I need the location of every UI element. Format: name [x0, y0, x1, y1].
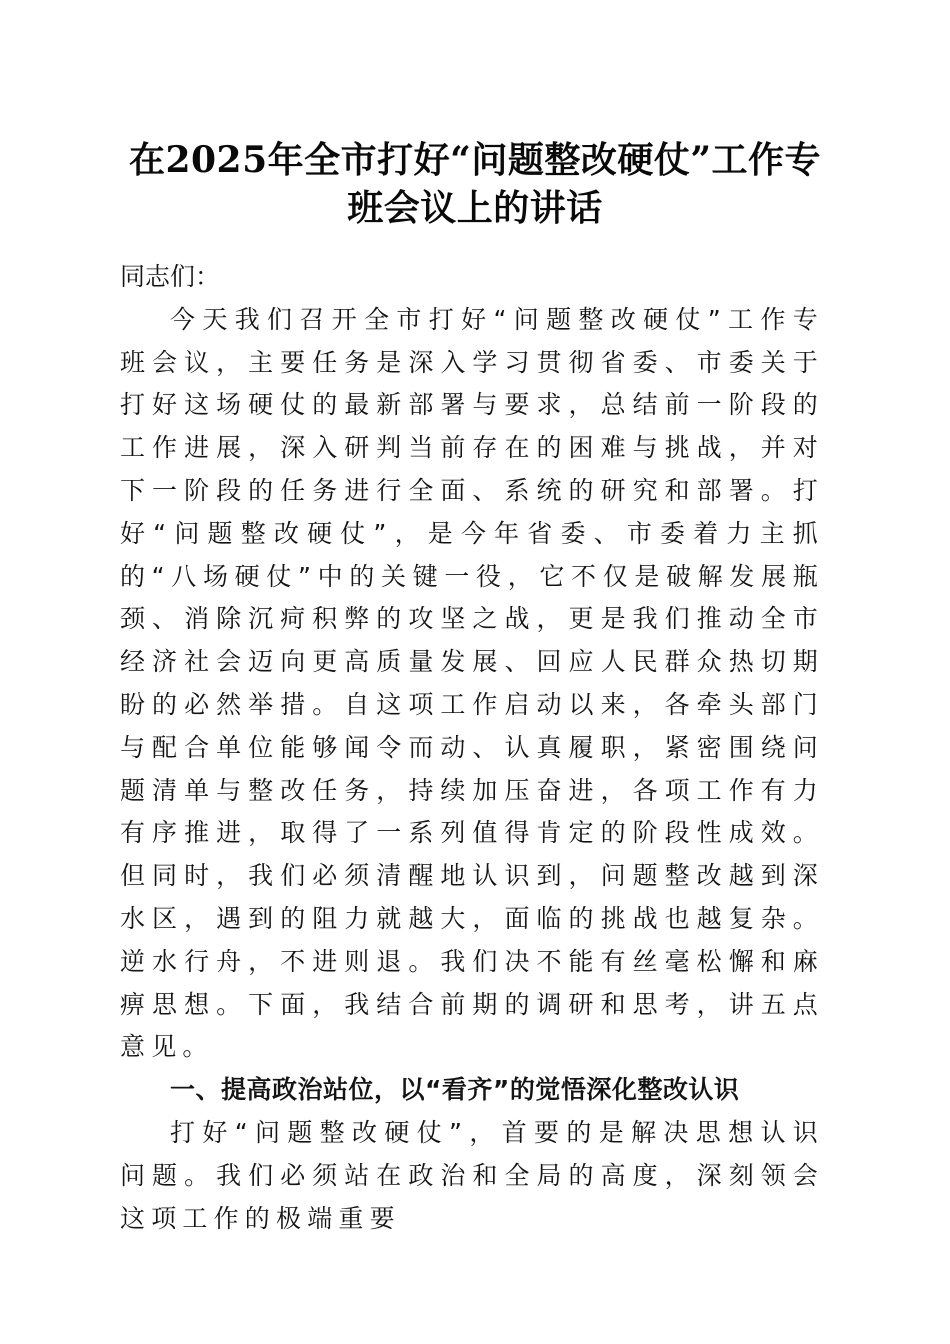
salutation: 同志们：: [120, 262, 221, 291]
paragraph-section-1: 打好“问题整改硬仗”，首要的是解决思想认识问题。我们必须站在政治和全局的高度，深刻领会这项工作的极端重要: [120, 1117, 824, 1233]
section-heading-1: 一、提高政治站位，以“看齐”的觉悟深化整改认识: [170, 1075, 740, 1105]
document-body: [120, 256, 824, 1240]
paragraph-opening: 今天我们召开全市打好“问题整改硬仗”工作专班会议，主要任务是深入学习贯彻省委、市委关于打好这场硬仗的最新部署与要求，总结前一阶段的工作进展，深入研判当前存在的困难与挑战，并对下一阶段的任务进行全面、系统的研究和部署。打好“问题整改硬仗”，是今年省委、市委着力主抓的“八场硬仗”中的关键一役，它不仅是破解发展瓶颈、消除沉疴积弊的攻坚之战，更是我们推动全市经济社会迈向更高质量发展、回应人民群众热切期盼的必然举措。自这项工作启动以来，各牵头部门与配合单位能够闻令而动、认真履职，紧密围绕问题清单与整改任务，持续加压奋进，各项工作有力有序推进，取得了一系列值得肯定的阶段性成效。但同时，我们必须清醒地认识到，问题整改越到深水区，遇到的阻力就越大，面临的挑战也越复杂。逆水行舟，不进则退。我们决不能有丝毫松懈和麻痹思想。下面，我结合前期的调研和思考，讲五点意见。: [120, 304, 824, 1062]
document-title: 在2025年全市打好“问题整改硬仗”工作专班会议上的讲话: [128, 139, 822, 229]
